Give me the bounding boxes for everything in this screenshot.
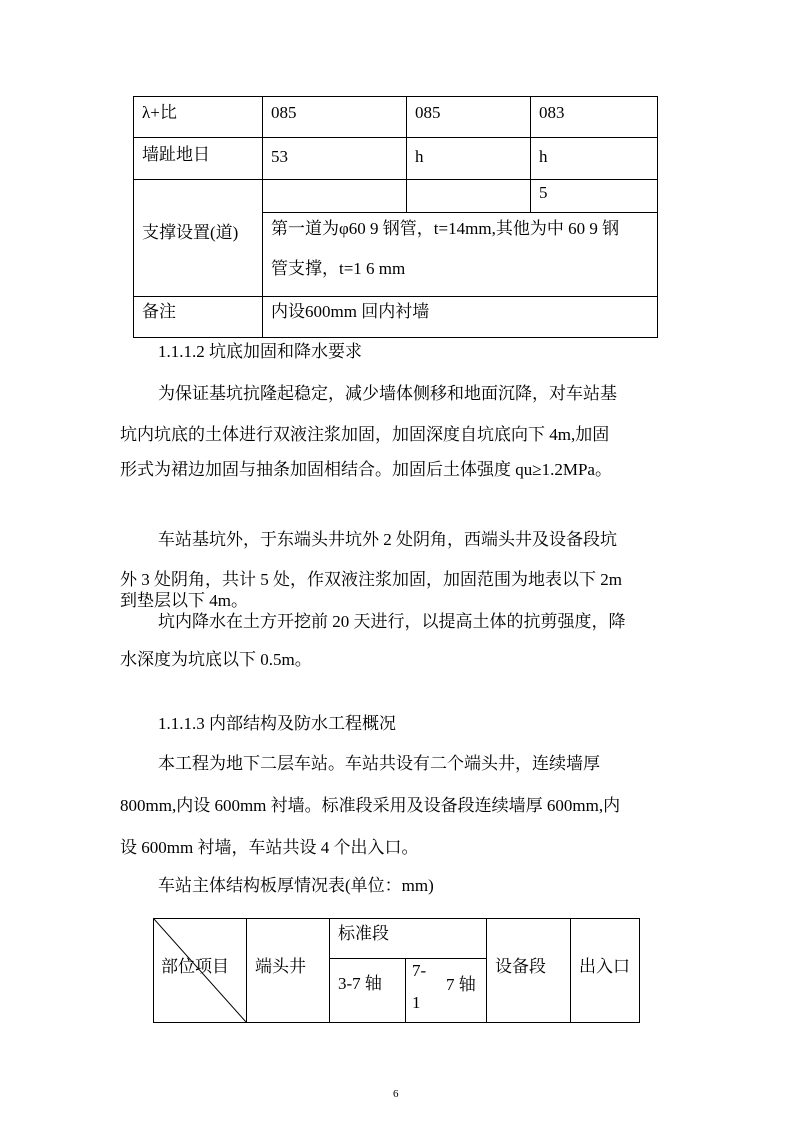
- row-label: λ+比: [142, 103, 177, 122]
- header-cell: [246, 918, 330, 1023]
- row-label: 备注: [142, 302, 176, 321]
- section-heading: 1.1.1.2 坑底加固和降水要求: [158, 342, 362, 361]
- table-cell: [133, 96, 263, 138]
- header-cell: [486, 918, 571, 1023]
- cell-value: 第一道为φ60 9 钢管，t=14mm,其他为中 60 9 钢: [271, 219, 620, 238]
- paragraph-line: 本工程为地下二层车站。车站共设有二个端头井，连续墙厚: [158, 754, 600, 773]
- paragraph-line: 车站基坑外，于东端头井坑外 2 处阴角，西端头井及设备段坑: [158, 530, 617, 549]
- header-cell: [329, 958, 406, 1023]
- section-heading: 1.1.1.3 内部结构及防水工程概况: [158, 714, 396, 733]
- header-label: 部位项目: [161, 957, 229, 976]
- header-label: 设备段: [495, 957, 546, 976]
- paragraph-line: 外 3 处阴角，共计 5 处，作双液注浆加固，加固范围为地表以下 2m: [120, 570, 622, 589]
- cell-value: 085: [415, 103, 441, 122]
- paragraph-line: 设 600mm 衬墙，车站共设 4 个出入口。: [120, 838, 419, 857]
- page-number: 6: [393, 1088, 399, 1100]
- table-cell: [262, 296, 658, 338]
- header-label: 端头井: [255, 957, 306, 976]
- table-cell: [133, 137, 263, 180]
- cell-value: 5: [539, 183, 548, 202]
- paragraph-line: 水深度为坑底以下 0.5m。: [120, 650, 312, 669]
- header-label: 标准段: [338, 924, 389, 943]
- cell-value: h: [415, 147, 424, 166]
- paragraph-line: 到垫层以下 4m。: [120, 591, 248, 610]
- table-cell: [406, 179, 531, 213]
- row-label: 支撑设置(道): [142, 223, 239, 242]
- table-cell: [406, 137, 531, 180]
- paragraph-line: 800mm,内设 600mm 衬墙。标准段采用及设备段连续墙厚 600mm,内: [120, 796, 621, 815]
- cell-value: 085: [271, 103, 297, 122]
- table-cell: [133, 179, 263, 297]
- table-cell: [262, 96, 407, 138]
- table-cell: [262, 212, 658, 297]
- table-cell: [133, 296, 263, 338]
- table-cell: [262, 137, 407, 180]
- paragraph-line: 坑内坑底的土体进行双液注浆加固，加固深度自坑底向下 4m,加固: [120, 425, 610, 444]
- header-cell: [329, 918, 487, 959]
- header-label: 出入口: [579, 957, 630, 976]
- header-label: 7-: [412, 961, 427, 980]
- header-label: 3-7 轴: [338, 974, 382, 993]
- paragraph-line: 形式为裙边加固与抽条加固相结合。加固后土体强度 qu≥1.2MPa。: [120, 460, 612, 479]
- row-label: 墙趾地日: [142, 145, 210, 164]
- paragraph-line: 坑内降水在土方开挖前 20 天进行，以提高土体的抗剪强度，降: [158, 612, 626, 631]
- cell-value: h: [539, 147, 548, 166]
- table-cell: [530, 96, 658, 138]
- table-cell: [262, 179, 407, 213]
- header-label: 1: [412, 993, 421, 1012]
- table-cell: [406, 96, 531, 138]
- header-cell: [405, 958, 487, 1023]
- table-caption: 车站主体结构板厚情况表(单位：mm): [158, 876, 434, 895]
- corner-header-cell: [153, 918, 247, 1023]
- table-cell: [530, 179, 658, 213]
- cell-value: 083: [539, 103, 565, 122]
- cell-value: 内设600mm 回内衬墙: [271, 302, 430, 321]
- cell-value: 管支撑，t=1 6 mm: [271, 259, 406, 278]
- paragraph-line: 为保证基坑抗隆起稳定，减少墙体侧移和地面沉降，对车站基: [158, 384, 617, 403]
- header-cell: [570, 918, 640, 1023]
- cell-value: 53: [271, 147, 288, 166]
- header-label: 7 轴: [446, 975, 476, 994]
- table-cell: [530, 137, 658, 180]
